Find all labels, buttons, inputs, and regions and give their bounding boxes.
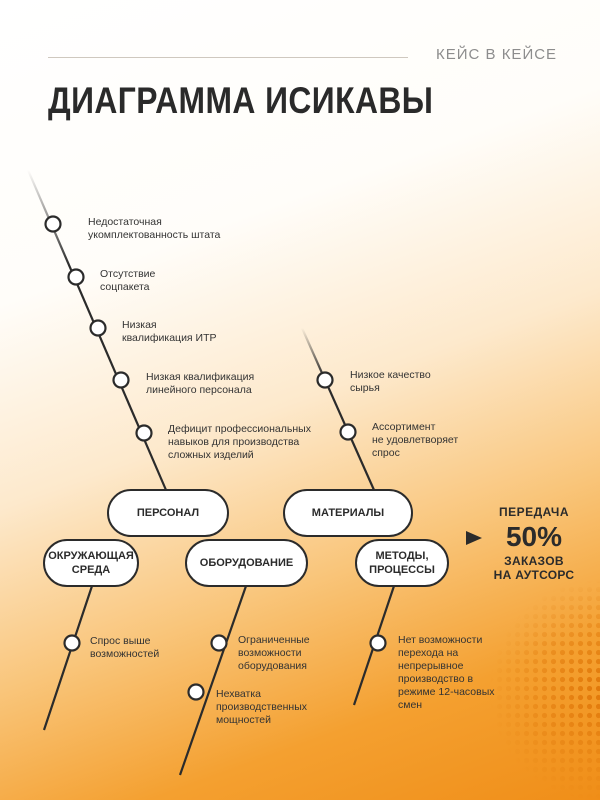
node-personnel-1 — [46, 217, 61, 232]
cause-materials-1: Низкое качество сырья — [350, 369, 431, 394]
cause-equipment-1: Ограниченные возможности оборудования — [238, 634, 310, 672]
effect-line-3: ЗАКАЗОВ НА АУТСОРС — [493, 554, 575, 582]
node-environment-1 — [65, 636, 80, 651]
node-personnel-3 — [91, 321, 106, 336]
category-materials: МАТЕРИАЛЫ — [283, 489, 413, 537]
category-personnel: ПЕРСОНАЛ — [107, 489, 229, 537]
cause-methods-1: Нет возможности перехода на непрерывное производство в режиме 12-часовых смен — [398, 634, 495, 711]
brand-label: КЕЙС В КЕЙСЕ — [436, 46, 558, 63]
cause-equipment-2: Нехватка производственных мощностей — [216, 688, 307, 726]
cause-personnel-3: Низкая квалификация ИТР — [122, 319, 217, 344]
cause-personnel-2: Отсутствие соцпакета — [100, 268, 156, 293]
effect-line-1: ПЕРЕДАЧА — [498, 505, 570, 519]
bone-equipment — [180, 586, 246, 775]
node-personnel-5 — [137, 426, 152, 441]
page-title: ДИАГРАММА ИСИКАВЫ — [48, 80, 434, 121]
node-materials-1 — [318, 373, 333, 388]
node-materials-2 — [341, 425, 356, 440]
bone-materials — [302, 328, 374, 490]
category-environment: ОКРУЖАЮЩАЯ СРЕДА — [43, 539, 139, 587]
node-personnel-4 — [114, 373, 129, 388]
effect-result — [476, 505, 592, 582]
node-personnel-2 — [69, 270, 84, 285]
bone-environment — [44, 586, 92, 730]
node-equipment-2 — [189, 685, 204, 700]
category-methods: МЕТОДЫ, ПРОЦЕССЫ — [355, 539, 449, 587]
cause-personnel-4: Низкая квалификация линейного персонала — [146, 371, 255, 396]
cause-environment-1: Спрос выше возможностей — [90, 635, 160, 660]
cause-personnel-5: Дефицит профессиональных навыков для производства сложных изделий — [168, 423, 311, 461]
effect-percent: 50% — [505, 521, 563, 552]
cause-materials-2: Ассортимент не удовлетворяет спрос — [372, 421, 459, 459]
cause-personnel-1: Недостаточная укомплектованность штата — [88, 216, 221, 241]
node-equipment-1 — [212, 636, 227, 651]
category-equipment: ОБОРУДОВАНИЕ — [185, 539, 308, 587]
node-methods-1 — [371, 636, 386, 651]
